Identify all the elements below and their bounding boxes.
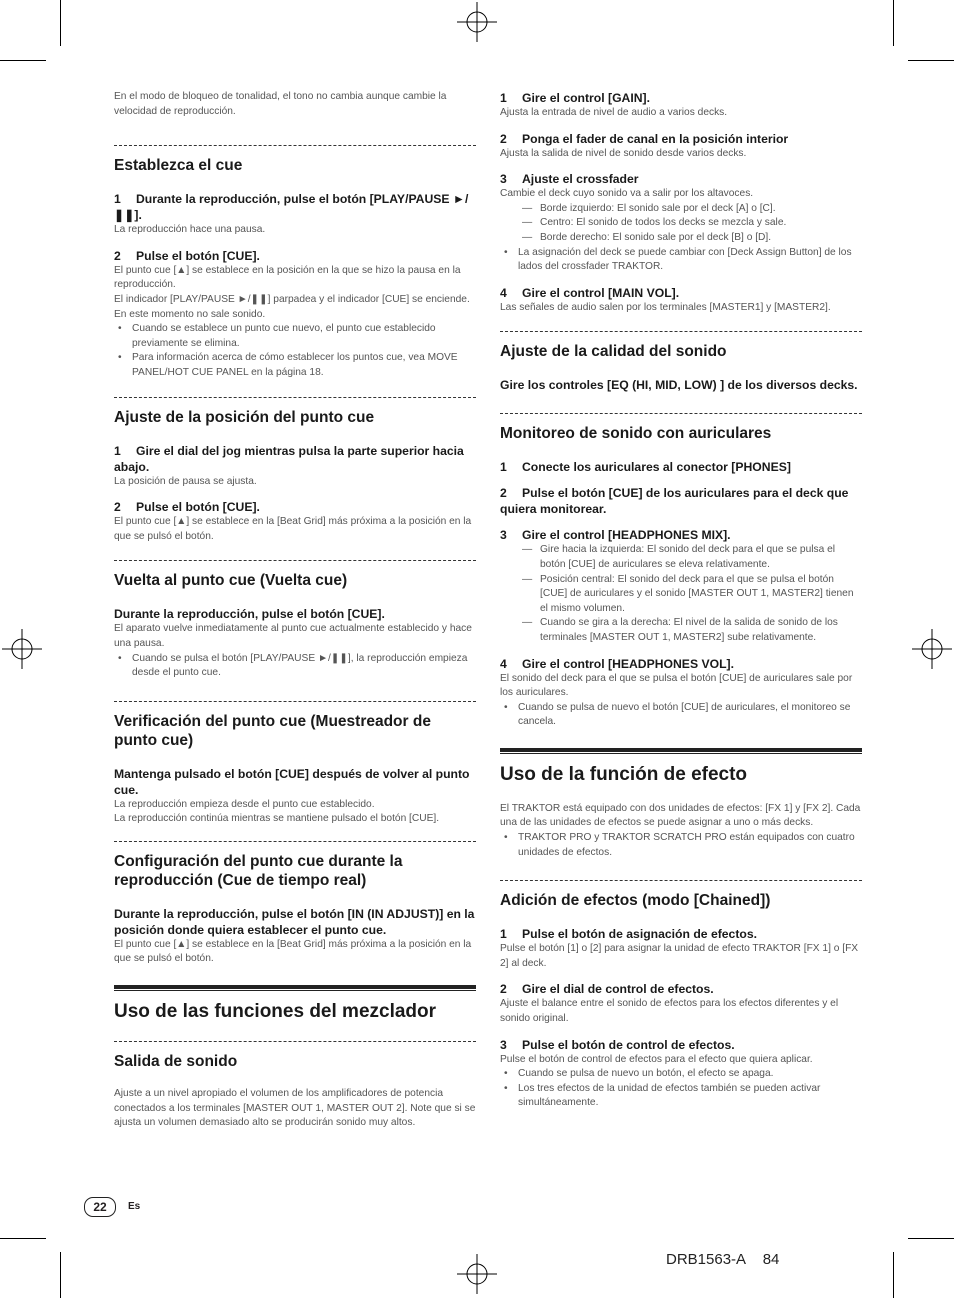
paragraph: El punto cue [▲] se establece en la [Beat Grid] más próxima a la posición en la que se pulsó el botón. — [114, 938, 472, 965]
registration-mark-icon — [457, 1254, 497, 1294]
paragraph: El punto cue [▲] se establece en la posición en la que se hizo la pausa en la reproducción. — [114, 264, 461, 291]
step-note: Ajusta la salida de nivel de sonido desde varios decks. — [500, 147, 747, 159]
section-title: Ajuste de la calidad del sonido — [500, 343, 727, 361]
dash-list — [500, 202, 862, 246]
step — [114, 248, 476, 381]
step-text: Gire el control [HEADPHONES MIX]. — [522, 528, 731, 543]
dashed-divider — [114, 701, 476, 702]
step — [500, 527, 862, 645]
right-column — [500, 90, 862, 1121]
step-text: Durante la reproducción, pulse el botón [PLAY/PAUSE ►/❚❚]. — [114, 192, 469, 223]
step-text: Ajuste el crossfader — [522, 172, 639, 187]
lead-instruction: Mantenga pulsado el botón [CUE] después de volver al punto cue. — [114, 766, 470, 797]
paragraph: En este momento no sale sonido. — [114, 308, 266, 320]
step-text: Gire el control [HEADPHONES VOL]. — [522, 656, 734, 671]
bullet-list — [114, 652, 476, 681]
dashed-divider — [114, 1041, 476, 1042]
section-auriculares — [500, 413, 862, 730]
step-text: Gire el control [GAIN]. — [522, 91, 650, 105]
left-column — [114, 90, 476, 1131]
bullet-item: • TRAKTOR PRO y TRAKTOR SCRATCH PRO están equipados con cuatro unidades de efectos. — [500, 831, 862, 860]
step-note: Cambie el deck cuyo sonido va a salir por los altavoces. — [500, 188, 754, 200]
solid-divider — [114, 985, 476, 991]
bullet-list — [500, 246, 862, 275]
lead-instruction: Durante la reproducción, pulse el botón [IN (IN ADJUST)] en la posición donde quiera establecer el punto cue. — [114, 906, 475, 937]
registration-mark-icon — [457, 2, 497, 42]
bullet-item: • La asignación del deck se puede cambiar con [Deck Assign Button] de los lados del crossfader TRAKTOR. — [500, 246, 862, 275]
step-number: 2 — [114, 248, 121, 263]
section-adicion-efectos — [500, 880, 862, 1111]
document-id — [666, 1251, 779, 1268]
lead-instruction: Gire los controles [EQ (HI, MID, LOW) ] de los diversos decks. — [500, 378, 858, 393]
registration-mark-icon — [912, 629, 952, 669]
section-verificacion-cue — [114, 701, 476, 827]
step — [500, 485, 862, 517]
step-note: Ajusta la entrada de nivel de audio a varios decks. — [500, 107, 728, 118]
step-number: 2 — [500, 486, 507, 501]
step — [114, 443, 476, 490]
dash-item: — Borde izquierdo: El sonido sale por el deck [A] o [C]. — [500, 202, 862, 217]
step-number: 4 — [500, 656, 507, 671]
step-note: Pulse el botón [1] o [2] para asignar la unidad de efecto TRAKTOR [FX 1] o [FX 2] al deck. — [500, 943, 859, 969]
step-text: Pulse el botón [CUE] de los auriculares para el deck que quiera monitorear. — [500, 486, 849, 517]
section-title: Vuelta al punto cue (Vuelta cue) — [114, 572, 348, 590]
step-number: 2 — [500, 131, 507, 146]
step-text: Pulse el botón de asignación de efectos. — [522, 927, 758, 942]
section-calidad-sonido — [500, 331, 862, 393]
bullet-list — [114, 322, 476, 380]
step-text: Ponga el fader de canal en la posición interior — [522, 131, 789, 146]
section-establezca-cue — [114, 145, 476, 380]
section-title: Verificación del punto cue (Muestreador de punto cue) — [114, 712, 431, 749]
step — [500, 285, 862, 316]
section-title: Establezca el cue — [114, 157, 243, 175]
step-number: 1 — [500, 460, 507, 475]
paragraph: La reproducción empieza desde el punto cue establecido. — [114, 798, 375, 810]
step-note: La posición de pausa se ajusta. — [114, 475, 257, 487]
page-number: 22 — [84, 1197, 116, 1217]
step-number: 3 — [500, 172, 507, 187]
crop-mark — [60, 1252, 61, 1298]
paragraph: El indicador [PLAY/PAUSE ►/❚❚] parpadea y el indicador [CUE] se enciende. — [114, 293, 470, 305]
step — [500, 981, 862, 1026]
step — [500, 171, 862, 275]
bullet-item: • Para información acerca de cómo establecer los puntos cue, vea MOVE PANEL/HOT CUE PANEL en la página 18. — [114, 351, 476, 380]
crop-mark — [893, 0, 894, 46]
dash-item: — Cuando se gira a la derecha: El nivel de la salida de sonido de los terminales [MASTER OUT 1, MASTER2] sube relativamente. — [500, 616, 862, 645]
crop-mark — [60, 0, 61, 46]
crop-mark — [908, 60, 954, 61]
section-title: Ajuste de la posición del punto cue — [114, 408, 375, 426]
section-funcion-efecto — [500, 748, 862, 860]
section-title: Configuración del punto cue durante la reproducción (Cue de tiempo real) — [114, 852, 403, 889]
step — [500, 90, 862, 121]
section-salida-sonido — [114, 1041, 476, 1131]
dash-item: — Posición central: El sonido del deck para el que se pulsa el botón [CUE] de auriculares y el sonido [MASTER OUT 1, MASTER2] tienen el mismo volumen. — [500, 573, 862, 617]
step-number: 4 — [500, 285, 507, 300]
paragraph: El aparato vuelve inmediatamente al punto cue actualmente establecido y hace una pausa. — [114, 623, 472, 649]
step-note: Las señales de audio salen por los terminales [MASTER1] y [MASTER2]. — [500, 301, 831, 313]
dashed-divider — [114, 397, 476, 398]
step-number: 2 — [114, 500, 121, 515]
bullet-item: • Cuando se establece un punto cue nuevo, el punto cue establecido previamente se elimina. — [114, 322, 476, 351]
crop-mark — [0, 1238, 46, 1239]
crop-mark — [893, 1252, 894, 1298]
step-number: 3 — [500, 528, 507, 543]
step — [500, 459, 862, 475]
crop-mark — [0, 60, 46, 61]
solid-divider — [500, 748, 862, 754]
step — [114, 191, 476, 238]
doc-code: DRB1563-A — [666, 1251, 747, 1268]
section-vuelta-cue — [114, 560, 476, 680]
dashed-divider — [500, 331, 862, 332]
dashed-divider — [114, 145, 476, 146]
step-number: 3 — [500, 1037, 507, 1052]
bullet-item: • Cuando se pulsa el botón [PLAY/PAUSE ►/❚❚], la reproducción empieza desde el punto cue. — [114, 652, 476, 681]
paragraph: El punto cue [▲] se establece en la [Beat Grid] más próxima a la posición en la que se pulsó el botón. — [114, 516, 472, 542]
section-title: Salida de sonido — [114, 1053, 238, 1071]
paragraph: El sonido del deck para el que se pulsa el botón [CUE] de auriculares sale por los auriculares. — [500, 672, 853, 699]
dashed-divider — [500, 413, 862, 414]
language-code: Es — [128, 1201, 141, 1212]
step — [500, 926, 862, 971]
step — [114, 499, 476, 544]
step-number: 1 — [114, 192, 121, 207]
section-gain-steps — [500, 90, 862, 315]
step-note: Ajuste el balance entre el sonido de efectos para los efectos diferentes y el sonido original. — [500, 998, 839, 1025]
section-funciones-mezclador — [114, 985, 476, 1023]
section-cue-tiempo-real — [114, 841, 476, 967]
bullet-list — [500, 1067, 862, 1111]
dash-list — [500, 543, 862, 645]
dash-item: — Borde derecho: El sonido sale por el deck [B] o [D]. — [500, 231, 862, 246]
registration-mark-icon — [2, 629, 42, 669]
step-number: 1 — [114, 443, 121, 458]
step — [500, 131, 862, 162]
dashed-divider — [500, 880, 862, 881]
step-text: Gire el dial de control de efectos. — [522, 982, 714, 997]
lead-instruction: Durante la reproducción, pulse el botón [CUE]. — [114, 607, 385, 622]
dashed-divider — [114, 841, 476, 842]
dashed-divider — [114, 560, 476, 561]
paragraph: El TRAKTOR está equipado con dos unidades de efectos: [FX 1] y [FX 2]. Cada una de las unidades de efectos se puede asignar a uno o más decks. — [500, 802, 861, 829]
step-number: 1 — [500, 91, 507, 105]
bullet-item: • Cuando se pulsa de nuevo el botón [CUE] de auriculares, el monitoreo se cancela. — [500, 701, 862, 730]
step-text: Conecte los auriculares al conector [PHONES] — [522, 460, 791, 475]
step-note: Pulse el botón de control de efectos para el efecto que quiera aplicar. — [500, 1053, 813, 1065]
section-ajuste-posicion — [114, 397, 476, 545]
sheet-number: 84 — [762, 1251, 780, 1268]
step-note: La reproducción hace una pausa. — [114, 224, 266, 236]
bullet-item: • Cuando se pulsa de nuevo un botón, el efecto se apaga. — [500, 1067, 862, 1082]
step — [500, 656, 862, 730]
step-text: Pulse el botón de control de efectos. — [522, 1037, 735, 1052]
paragraph: La reproducción continúa mientras se mantiene pulsado el botón [CUE]. — [114, 813, 440, 825]
bullet-item: • Los tres efectos de la unidad de efectos también se pueden activar simultáneamente. — [500, 1082, 862, 1111]
dash-item: — Gire hacia la izquierda: El sonido del deck para el que se pulsa el botón [CUE] de auriculares se eleva relativamente. — [500, 543, 862, 572]
step-text: Pulse el botón [CUE]. — [136, 248, 260, 263]
bullet-list — [500, 831, 862, 860]
chapter-title: Uso de la función de efecto — [500, 763, 748, 785]
crop-mark — [908, 1238, 954, 1239]
step-text: Gire el dial del jog mientras pulsa la parte superior hacia abajo. — [114, 443, 464, 474]
intro-text: En el modo de bloqueo de tonalidad, el tono no cambia aunque cambie la velocidad de reproducción. — [114, 91, 447, 117]
dash-item: — Centro: El sonido de todos los decks se mezcla y sale. — [500, 216, 862, 231]
chapter-title: Uso de las funciones del mezclador — [114, 1001, 437, 1023]
paragraph: Ajuste a un nivel apropiado el volumen de los amplificadores de potencia conectados a los terminales [MASTER OUT 1, MASTER OUT 2]. Note que si se ajusta un volumen demasiado alto se producirán sonido muy altos. — [114, 1088, 476, 1129]
section-title: Monitoreo de sonido con auriculares — [500, 425, 772, 443]
step-number: 1 — [500, 927, 507, 942]
step — [500, 1037, 862, 1111]
section-title: Adición de efectos (modo [Chained]) — [500, 892, 771, 910]
step-text: Pulse el botón [CUE]. — [136, 500, 260, 515]
bullet-list — [500, 701, 862, 730]
step-text: Gire el control [MAIN VOL]. — [522, 285, 680, 300]
step-number: 2 — [500, 982, 507, 997]
